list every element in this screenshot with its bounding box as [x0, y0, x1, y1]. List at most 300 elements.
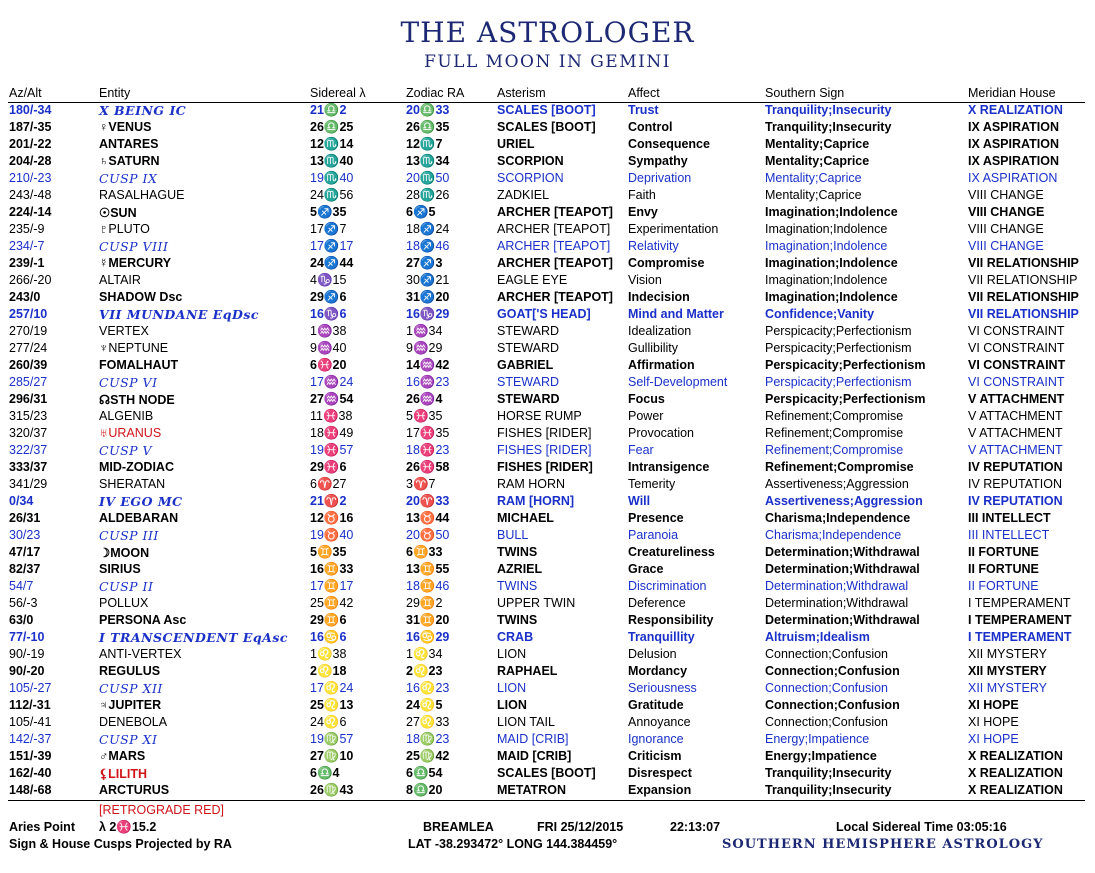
cell-az-alt: 105/-27 [9, 681, 52, 695]
table-row [0, 579, 1095, 596]
cell-entity: DENEBOLA [99, 715, 168, 729]
cell-southern-sign: Determination;Withdrawal [765, 596, 909, 610]
cell-zodiac-ra: 8♎20 [406, 783, 443, 797]
cell-southern-sign: Assertiveness;Aggression [765, 477, 909, 491]
table-row [0, 545, 1095, 562]
cell-sidereal: 26♎25 [310, 120, 354, 134]
header-asterism: Asterism [497, 86, 546, 100]
cell-meridian-house: X REALIZATION [968, 766, 1063, 780]
cell-az-alt: 142/-37 [9, 732, 52, 746]
cell-affect: Creatureliness [628, 545, 715, 559]
aries-point-value: λ 2♓15.2 [99, 820, 157, 834]
cell-zodiac-ra: 26♓58 [406, 460, 450, 474]
cell-entity: ♅URANUS [99, 426, 162, 440]
cell-asterism: URIEL [497, 137, 535, 151]
table-row [0, 477, 1095, 494]
cell-az-alt: 30/23 [9, 528, 41, 542]
cell-affect: Power [628, 409, 664, 423]
cell-sidereal: 21♈2 [310, 494, 347, 508]
cell-sidereal: 17♐17 [310, 239, 354, 253]
cell-southern-sign: Refinement;Compromise [765, 409, 904, 423]
table-row [0, 120, 1095, 137]
cell-sidereal: 19♏40 [310, 171, 354, 185]
cell-asterism: LION [497, 647, 527, 661]
coordinates: LAT -38.293472° LONG 144.384459° [408, 837, 618, 851]
cell-southern-sign: Mentality;Caprice [765, 137, 870, 151]
cell-meridian-house: IV REPUTATION [968, 494, 1063, 508]
table-row [0, 443, 1095, 460]
cell-zodiac-ra: 24♌5 [406, 698, 443, 712]
cell-southern-sign: Charisma;Independence [765, 528, 902, 542]
cell-asterism: FISHES [RIDER] [497, 426, 592, 440]
cell-az-alt: 270/19 [9, 324, 48, 338]
table-row [0, 613, 1095, 630]
cell-asterism: ARCHER [TEAPOT] [497, 205, 613, 219]
cell-sidereal: 19♍57 [310, 732, 354, 746]
cell-entity: CUSP XI [99, 732, 158, 747]
cell-sidereal: 25♌13 [310, 698, 354, 712]
cell-entity: ♄SATURN [99, 154, 160, 168]
cell-meridian-house: II FORTUNE [968, 562, 1039, 576]
cell-entity: SHERATAN [99, 477, 166, 491]
cell-southern-sign: Tranquility;Insecurity [765, 103, 892, 117]
cell-zodiac-ra: 16♑29 [406, 307, 450, 321]
cell-zodiac-ra: 5♓35 [406, 409, 443, 423]
cell-asterism: MAID [CRIB] [497, 749, 572, 763]
cell-az-alt: 260/39 [9, 358, 48, 372]
cell-sidereal: 18♓49 [310, 426, 354, 440]
cell-asterism: TWINS [497, 579, 538, 593]
cell-asterism: RAM [HORN] [497, 494, 575, 508]
cell-zodiac-ra: 26♎35 [406, 120, 450, 134]
cell-entity: ARCTURUS [99, 783, 170, 797]
cell-sidereal: 12♉16 [310, 511, 354, 525]
cell-affect: Self-Development [628, 375, 728, 389]
header-sidereal: Sidereal λ [310, 86, 366, 100]
cell-asterism: MAID [CRIB] [497, 732, 569, 746]
cell-southern-sign: Connection;Confusion [765, 681, 888, 695]
cell-asterism: LION [497, 698, 527, 712]
date: FRI 25/12/2015 [537, 820, 624, 834]
cell-southern-sign: Imagination;Indolence [765, 239, 888, 253]
cell-affect: Faith [628, 188, 656, 202]
cell-zodiac-ra: 25♍42 [406, 749, 450, 763]
cell-meridian-house: VII RELATIONSHIP [968, 290, 1079, 304]
cell-az-alt: 266/-20 [9, 273, 52, 287]
cell-affect: Gratitude [628, 698, 684, 712]
cell-zodiac-ra: 6♐5 [406, 205, 436, 219]
cell-meridian-house: XI HOPE [968, 715, 1019, 729]
cell-sidereal: 16♊33 [310, 562, 354, 576]
table-row [0, 664, 1095, 681]
cell-az-alt: 341/29 [9, 477, 48, 491]
cell-az-alt: 320/37 [9, 426, 48, 440]
cell-az-alt: 90/-19 [9, 647, 45, 661]
ephemeris-table [0, 103, 1095, 800]
cell-asterism: STEWARD [497, 392, 560, 406]
cell-southern-sign: Energy;Impatience [765, 732, 870, 746]
cell-sidereal: 6♈27 [310, 477, 347, 491]
cell-zodiac-ra: 30♐21 [406, 273, 450, 287]
table-row [0, 732, 1095, 749]
cell-entity: MID-ZODIAC [99, 460, 174, 474]
cell-asterism: ARCHER [TEAPOT] [497, 290, 613, 304]
cell-asterism: CRAB [497, 630, 534, 644]
cell-affect: Consequence [628, 137, 710, 151]
table-row [0, 273, 1095, 290]
cell-sidereal: 24♏56 [310, 188, 354, 202]
cell-affect: Experimentation [628, 222, 719, 236]
cell-entity: ♂MARS [99, 749, 146, 763]
cell-entity: CUSP V [99, 443, 153, 458]
cell-meridian-house: XII MYSTERY [968, 647, 1047, 661]
table-row [0, 630, 1095, 647]
cell-southern-sign: Confidence;Vanity [765, 307, 875, 321]
cell-az-alt: 148/-68 [9, 783, 52, 797]
cell-sidereal: 19♉40 [310, 528, 354, 542]
cell-affect: Vision [628, 273, 662, 287]
cell-entity: IV EGO MC [99, 494, 183, 509]
cell-zodiac-ra: 20♎33 [406, 103, 450, 117]
cell-asterism: LION [497, 681, 527, 695]
cell-asterism: GABRIEL [497, 358, 554, 372]
cell-zodiac-ra: 17♓35 [406, 426, 450, 440]
cell-az-alt: 47/17 [9, 545, 41, 559]
cell-zodiac-ra: 6♎54 [406, 766, 443, 780]
cell-southern-sign: Determination;Withdrawal [765, 562, 920, 576]
cell-zodiac-ra: 29♊2 [406, 596, 443, 610]
cell-asterism: SCORPION [497, 154, 564, 168]
cell-entity: CUSP IX [99, 171, 158, 186]
cell-meridian-house: XII MYSTERY [968, 664, 1047, 678]
cell-sidereal: 17♊17 [310, 579, 354, 593]
cell-az-alt: 243/0 [9, 290, 41, 304]
cell-affect: Control [628, 120, 673, 134]
cell-asterism: LION TAIL [497, 715, 555, 729]
cell-entity: ⚸LILITH [99, 767, 148, 781]
cell-az-alt: 315/23 [9, 409, 48, 423]
cell-entity: ♇PLUTO [99, 222, 150, 236]
cell-southern-sign: Charisma;Independence [765, 511, 911, 525]
cell-az-alt: 333/37 [9, 460, 48, 474]
table-row [0, 783, 1095, 800]
cell-meridian-house: IX ASPIRATION [968, 137, 1059, 151]
cell-meridian-house: XI HOPE [968, 698, 1019, 712]
table-row [0, 460, 1095, 477]
cell-az-alt: 234/-7 [9, 239, 45, 253]
cell-zodiac-ra: 1♌34 [406, 647, 443, 661]
cell-sidereal: 16♑6 [310, 307, 347, 321]
cell-meridian-house: V ATTACHMENT [968, 426, 1063, 440]
header-affect: Affect [628, 86, 660, 100]
header-entity: Entity [99, 86, 131, 100]
cell-entity: PERSONA Asc [99, 613, 187, 627]
cell-asterism: BULL [497, 528, 529, 542]
cell-southern-sign: Imagination;Indolence [765, 256, 898, 270]
cell-southern-sign: Perspicacity;Perfectionism [765, 324, 912, 338]
cell-asterism: RAPHAEL [497, 664, 558, 678]
cell-az-alt: 54/7 [9, 579, 34, 593]
cell-southern-sign: Perspicacity;Perfectionism [765, 358, 926, 372]
aries-point-label: Aries Point [9, 820, 75, 834]
cell-zodiac-ra: 9♒29 [406, 341, 443, 355]
cell-sidereal: 11♓38 [310, 409, 353, 423]
cell-southern-sign: Mentality;Caprice [765, 188, 862, 202]
header-zodiac-ra: Zodiac RA [406, 86, 465, 100]
table-row [0, 324, 1095, 341]
cell-az-alt: 224/-14 [9, 205, 52, 219]
cell-affect: Temerity [628, 477, 676, 491]
cell-southern-sign: Connection;Confusion [765, 698, 900, 712]
cell-zodiac-ra: 20♉50 [406, 528, 450, 542]
cell-affect: Discrimination [628, 579, 707, 593]
cell-asterism: RAM HORN [497, 477, 566, 491]
cell-asterism: TWINS [497, 613, 538, 627]
cell-meridian-house: IX ASPIRATION [968, 120, 1059, 134]
retrograde-note: [RETROGRADE RED] [99, 803, 225, 817]
cell-asterism: SCALES [BOOT] [497, 766, 596, 780]
cell-affect: Deference [628, 596, 686, 610]
cell-affect: Idealization [628, 324, 692, 338]
cell-asterism: STEWARD [497, 375, 560, 389]
cell-zodiac-ra: 26♒4 [406, 392, 443, 406]
cell-meridian-house: VII RELATIONSHIP [968, 307, 1079, 321]
cell-meridian-house: V ATTACHMENT [968, 392, 1065, 406]
cell-zodiac-ra: 18♊46 [406, 579, 450, 593]
cell-entity: ♃JUPITER [99, 698, 162, 712]
cell-meridian-house: VIII CHANGE [968, 222, 1044, 236]
cell-az-alt: 285/27 [9, 375, 48, 389]
cell-asterism: FISHES [RIDER] [497, 443, 592, 457]
cell-entity: VERTEX [99, 324, 149, 338]
cell-entity: REGULUS [99, 664, 161, 678]
cell-sidereal: 1♌38 [310, 647, 347, 661]
time: 22:13:07 [670, 820, 721, 834]
cell-sidereal: 17♒24 [310, 375, 354, 389]
cell-affect: Affirmation [628, 358, 695, 372]
brand-footer: SOUTHERN HEMISPHERE ASTROLOGY [722, 837, 1044, 852]
cell-southern-sign: Imagination;Indolence [765, 290, 898, 304]
cell-asterism: STEWARD [497, 341, 560, 355]
cell-entity: I TRANSCENDENT EqAsc [99, 630, 289, 645]
cell-az-alt: 162/-40 [9, 766, 52, 780]
table-row [0, 409, 1095, 426]
cell-zodiac-ra: 14♒42 [406, 358, 450, 372]
cell-meridian-house: VI CONSTRAINT [968, 375, 1065, 389]
cell-entity: SIRIUS [99, 562, 141, 576]
cell-sidereal: 2♌18 [310, 664, 347, 678]
table-row [0, 205, 1095, 222]
cell-zodiac-ra: 20♈33 [406, 494, 450, 508]
cell-meridian-house: II FORTUNE [968, 579, 1039, 593]
cell-zodiac-ra: 16♋29 [406, 630, 450, 644]
cell-entity: ALDEBARAN [99, 511, 179, 525]
cell-asterism: UPPER TWIN [497, 596, 576, 610]
cell-az-alt: 277/24 [9, 341, 48, 355]
cell-affect: Delusion [628, 647, 677, 661]
cell-sidereal: 13♏40 [310, 154, 354, 168]
header-southern-sign: Southern Sign [765, 86, 845, 100]
cell-southern-sign: Connection;Confusion [765, 664, 900, 678]
cell-az-alt: 210/-23 [9, 171, 52, 185]
cell-southern-sign: Refinement;Compromise [765, 443, 904, 457]
cell-meridian-house: I TEMPERAMENT [968, 630, 1072, 644]
cell-zodiac-ra: 31♊20 [406, 613, 450, 627]
table-row [0, 137, 1095, 154]
cell-entity: ☊STH NODE [99, 393, 175, 407]
cell-meridian-house: I TEMPERAMENT [968, 596, 1071, 610]
cell-asterism: MICHAEL [497, 511, 554, 525]
cell-asterism: GOAT['S HEAD] [497, 307, 591, 321]
cell-zodiac-ra: 18♐46 [406, 239, 450, 253]
cell-affect: Disrespect [628, 766, 692, 780]
cell-sidereal: 19♓57 [310, 443, 354, 457]
cell-southern-sign: Refinement;Compromise [765, 426, 904, 440]
cell-meridian-house: III INTELLECT [968, 511, 1051, 525]
cell-az-alt: 63/0 [9, 613, 34, 627]
cell-sidereal: 21♎2 [310, 103, 347, 117]
cell-affect: Indecision [628, 290, 690, 304]
cell-az-alt: 56/-3 [9, 596, 38, 610]
cell-entity: POLLUX [99, 596, 149, 610]
cell-az-alt: 296/31 [9, 392, 48, 406]
cell-sidereal: 1♒38 [310, 324, 347, 338]
cell-az-alt: 26/31 [9, 511, 41, 525]
table-row [0, 647, 1095, 664]
cell-affect: Relativity [628, 239, 679, 253]
cell-southern-sign: Refinement;Compromise [765, 460, 914, 474]
cell-entity: SHADOW Dsc [99, 290, 183, 304]
cell-sidereal: 17♌24 [310, 681, 354, 695]
table-row [0, 511, 1095, 528]
cell-asterism: ARCHER [TEAPOT] [497, 222, 611, 236]
table-header [0, 86, 1095, 103]
cell-sidereal: 12♏14 [310, 137, 354, 151]
cell-az-alt: 0/34 [9, 494, 34, 508]
page-title: THE ASTROLOGER [400, 16, 695, 49]
cell-sidereal: 16♋6 [310, 630, 347, 644]
table-row [0, 103, 1095, 120]
cell-zodiac-ra: 18♐24 [406, 222, 450, 236]
cell-entity: ANTI-VERTEX [99, 647, 182, 661]
cell-zodiac-ra: 16♒23 [406, 375, 450, 389]
cell-asterism: FISHES [RIDER] [497, 460, 593, 474]
cell-southern-sign: Imagination;Indolence [765, 273, 888, 287]
cell-az-alt: 82/37 [9, 562, 41, 576]
cell-zodiac-ra: 18♓23 [406, 443, 450, 457]
table-row [0, 154, 1095, 171]
local-sidereal-time: Local Sidereal Time 03:05:16 [836, 820, 1007, 834]
cell-entity: ALTAIR [99, 273, 141, 287]
cell-meridian-house: V ATTACHMENT [968, 443, 1063, 457]
cell-affect: Seriousness [628, 681, 697, 695]
cell-meridian-house: IV REPUTATION [968, 477, 1062, 491]
table-row [0, 341, 1095, 358]
cell-meridian-house: VII RELATIONSHIP [968, 256, 1079, 270]
cell-meridian-house: X REALIZATION [968, 749, 1063, 763]
table-row [0, 715, 1095, 732]
cell-southern-sign: Tranquility;Insecurity [765, 120, 892, 134]
cell-southern-sign: Perspicacity;Perfectionism [765, 392, 926, 406]
cell-southern-sign: Determination;Withdrawal [765, 579, 909, 593]
table-row [0, 290, 1095, 307]
cell-affect: Annoyance [628, 715, 691, 729]
cell-entity: CUSP XII [99, 681, 163, 696]
cell-meridian-house: II FORTUNE [968, 545, 1039, 559]
table-row [0, 307, 1095, 324]
cell-sidereal: 6♎4 [310, 766, 340, 780]
cell-asterism: STEWARD [497, 324, 560, 338]
cell-affect: Trust [628, 103, 659, 117]
cell-az-alt: 322/37 [9, 443, 48, 457]
cell-zodiac-ra: 12♏7 [406, 137, 443, 151]
cell-sidereal: 5♐35 [310, 205, 347, 219]
cell-affect: Paranoia [628, 528, 679, 542]
cell-entity: ☉SUN [99, 206, 137, 220]
cell-sidereal: 29♓6 [310, 460, 347, 474]
table-row [0, 528, 1095, 545]
table-row [0, 171, 1095, 188]
cell-asterism: METATRON [497, 783, 566, 797]
cell-az-alt: 243/-48 [9, 188, 52, 202]
cell-entity: ☿MERCURY [99, 256, 172, 270]
cell-affect: Tranquillity [628, 630, 695, 644]
cell-az-alt: 187/-35 [9, 120, 52, 134]
cell-meridian-house: VI CONSTRAINT [968, 358, 1066, 372]
cell-asterism: EAGLE EYE [497, 273, 568, 287]
cell-asterism: ZADKIEL [497, 188, 550, 202]
cell-az-alt: 112/-31 [9, 698, 51, 712]
cell-affect: Gullibility [628, 341, 679, 355]
table-row [0, 426, 1095, 443]
cell-affect: Focus [628, 392, 665, 406]
cell-zodiac-ra: 31♐20 [406, 290, 450, 304]
cell-southern-sign: Mentality;Caprice [765, 154, 870, 168]
cell-southern-sign: Connection;Confusion [765, 647, 888, 661]
cell-asterism: SCORPION [497, 171, 564, 185]
cell-affect: Sympathy [628, 154, 688, 168]
cell-sidereal: 29♊6 [310, 613, 347, 627]
cell-affect: Will [628, 494, 651, 508]
cell-entity: ☽MOON [99, 546, 150, 560]
cell-meridian-house: IX ASPIRATION [968, 154, 1059, 168]
cell-southern-sign: Altruism;Idealism [765, 630, 870, 644]
cell-southern-sign: Mentality;Caprice [765, 171, 862, 185]
cell-sidereal: 17♐7 [310, 222, 347, 236]
cell-zodiac-ra: 18♍23 [406, 732, 450, 746]
cell-sidereal: 27♒54 [310, 392, 354, 406]
cell-asterism: TWINS [497, 545, 538, 559]
cell-southern-sign: Tranquility;Insecurity [765, 783, 892, 797]
cell-meridian-house: I TEMPERAMENT [968, 613, 1072, 627]
table-row [0, 222, 1095, 239]
cell-entity: ♀VENUS [99, 120, 152, 134]
cell-sidereal: 5♊35 [310, 545, 347, 559]
cell-entity: ♆NEPTUNE [99, 341, 169, 355]
cell-zodiac-ra: 16♌23 [406, 681, 450, 695]
cell-southern-sign: Imagination;Indolence [765, 205, 898, 219]
cell-asterism: SCALES [BOOT] [497, 103, 596, 117]
cell-sidereal: 6♓20 [310, 358, 347, 372]
cell-affect: Intransigence [628, 460, 710, 474]
cell-entity: FOMALHAUT [99, 358, 179, 372]
cell-zodiac-ra: 13♉44 [406, 511, 450, 525]
cell-asterism: SCALES [BOOT] [497, 120, 596, 134]
cell-meridian-house: VIII CHANGE [968, 188, 1044, 202]
cell-az-alt: 235/-9 [9, 222, 45, 236]
cell-sidereal: 27♍10 [310, 749, 354, 763]
cell-sidereal: 26♍43 [310, 783, 354, 797]
